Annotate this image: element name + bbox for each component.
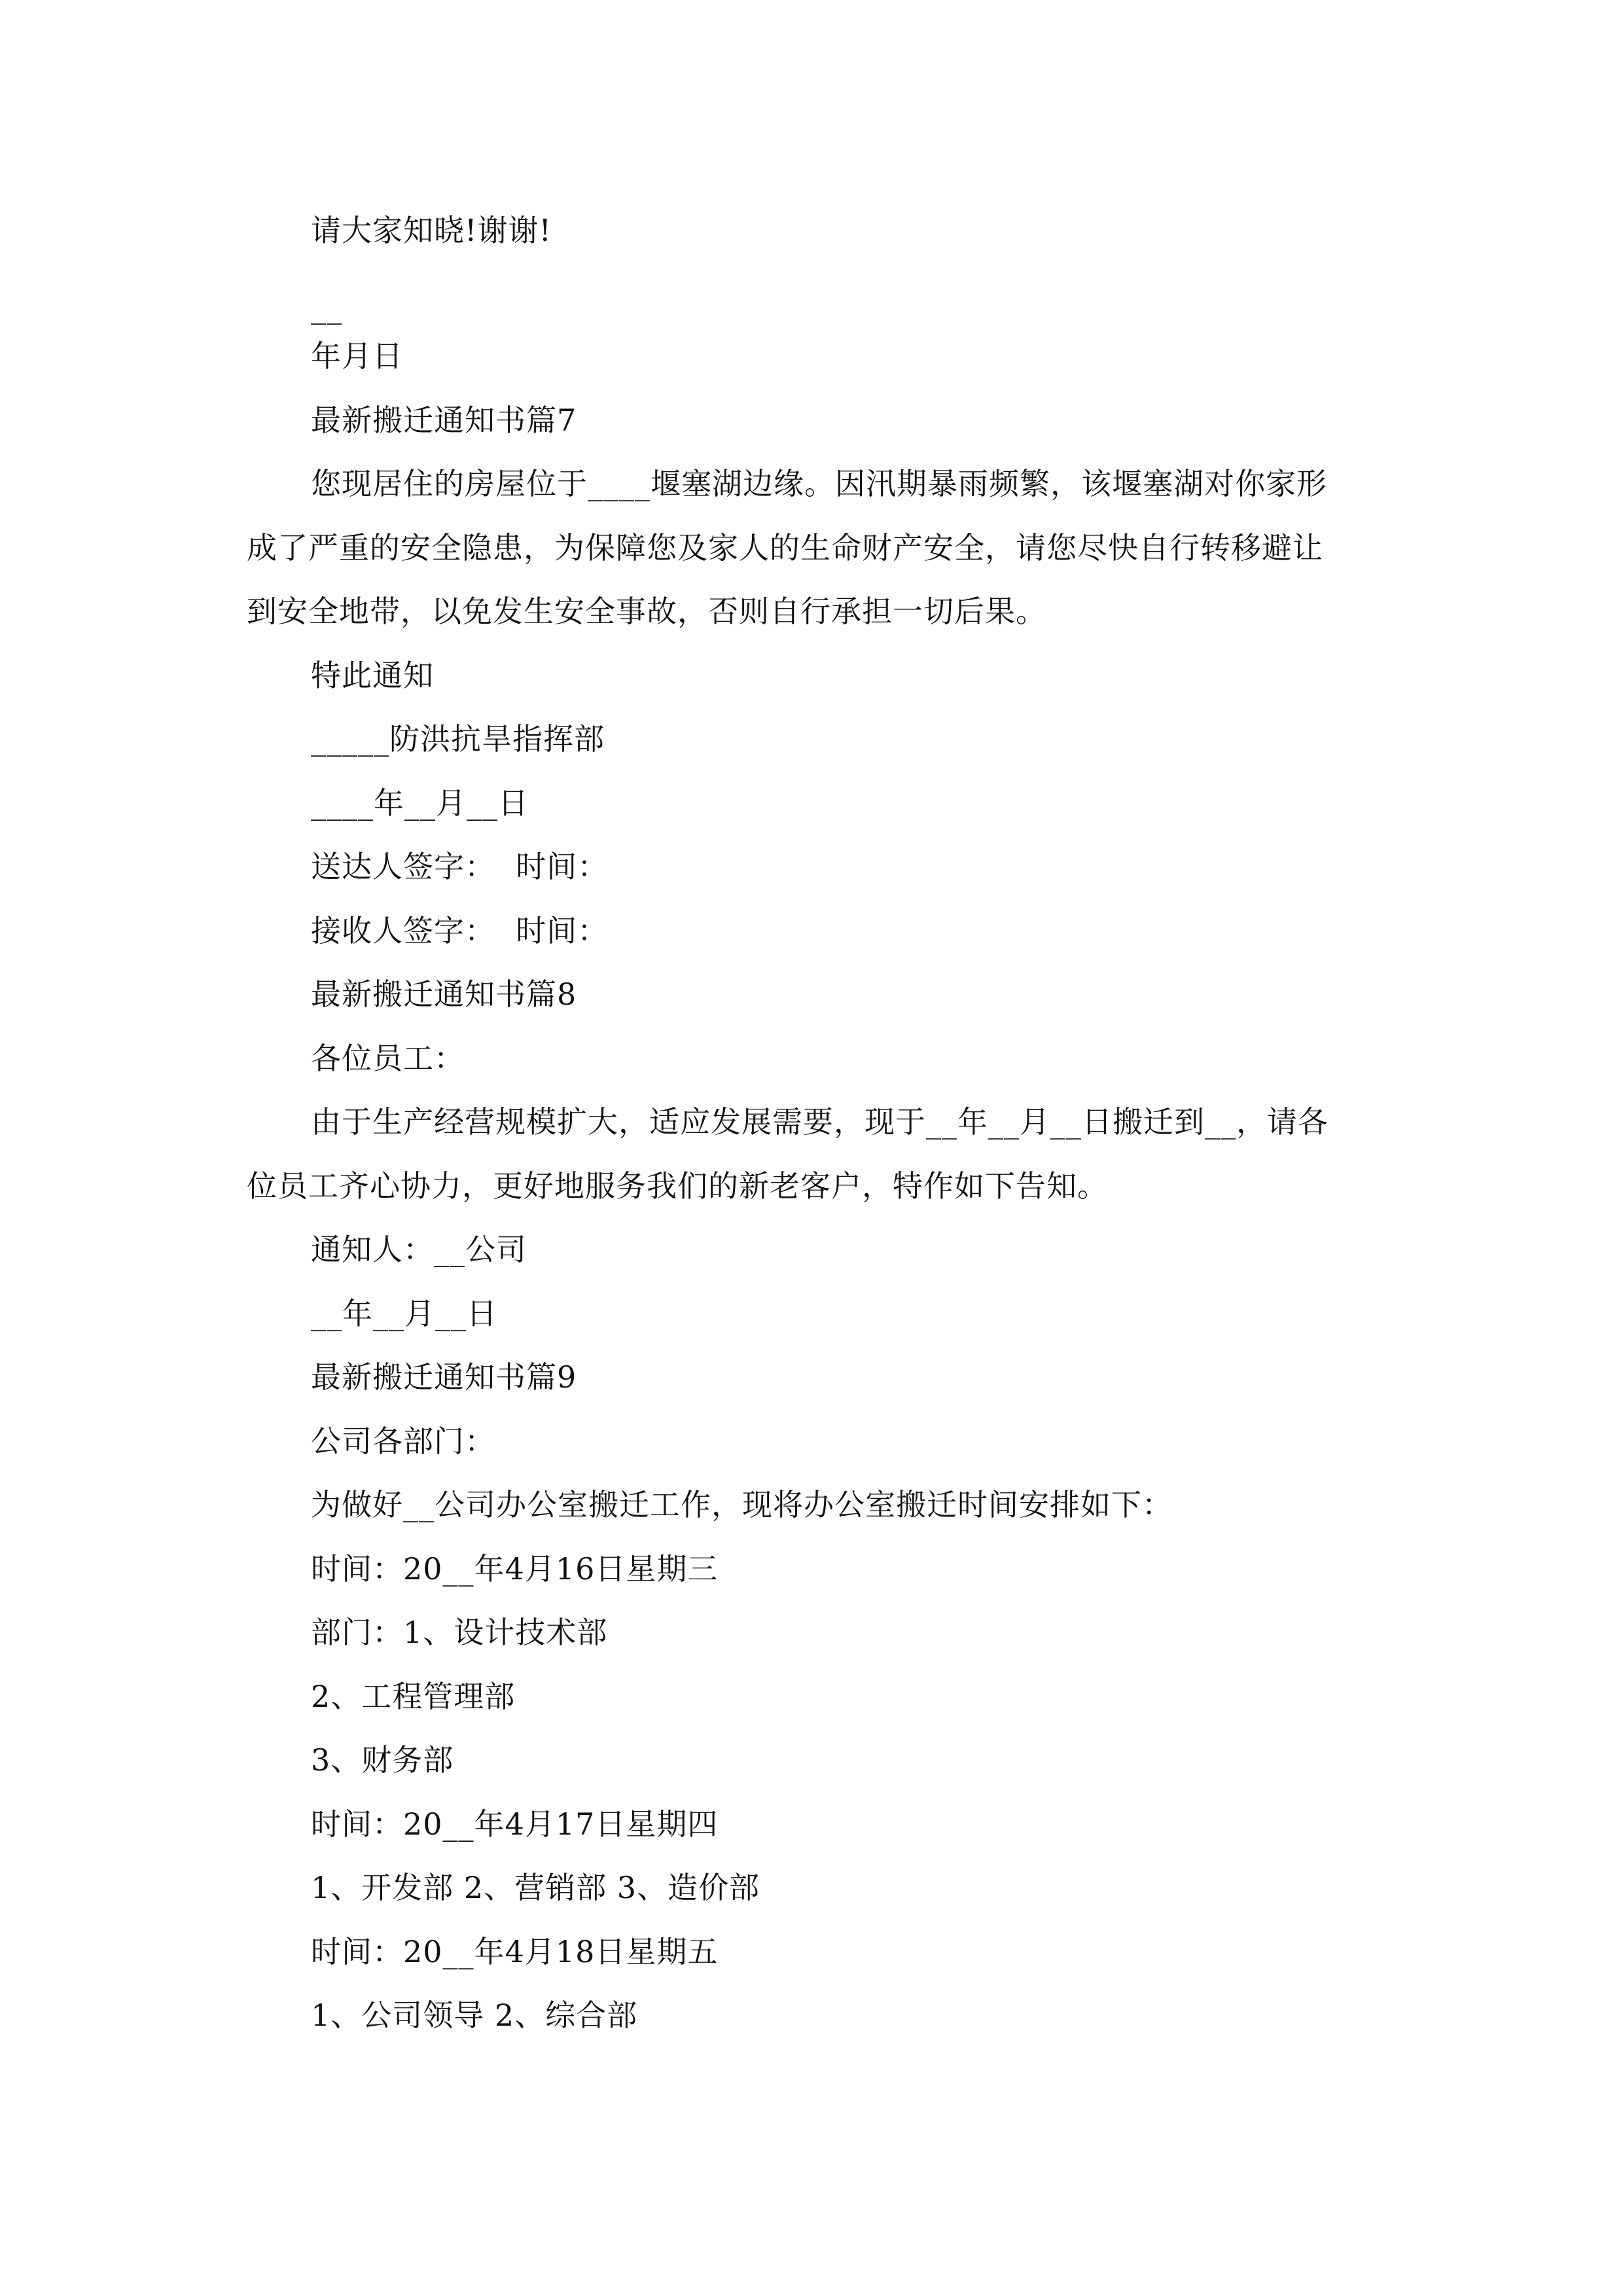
notifier-line: 通知人：__公司 xyxy=(311,1232,527,1267)
sender-signature-line: 送达人签字： 时间： xyxy=(311,849,609,884)
section-heading-9: 最新搬迁通知书篇9 xyxy=(311,1359,577,1395)
schedule-time-line: 时间：20__年4月16日星期三 xyxy=(311,1551,719,1587)
schedule-dept-line: 部门：1、设计技术部 xyxy=(311,1615,608,1650)
paragraph-line: 到安全地带，以免发生安全事故，否则自行承担一切后果。 xyxy=(247,594,1046,629)
paragraph-line: 位员工齐心协力，更好地服务我们的新老客户，特作如下告知。 xyxy=(247,1168,1108,1204)
schedule-time-line: 时间：20__年4月18日星期五 xyxy=(311,1934,719,1969)
notice-line: 特此通知 xyxy=(311,658,434,693)
date-line: 年月日 xyxy=(311,338,403,374)
schedule-dept-line: 1、开发部 2、营销部 3、造价部 xyxy=(311,1870,760,1905)
salutation-line: 公司各部门： xyxy=(311,1424,495,1459)
paragraph-line: 成了严重的安全隐患，为保障您及家人的生命财产安全，请您尽快自行转移避让 xyxy=(247,530,1323,565)
section-heading-7: 最新搬迁通知书篇7 xyxy=(311,403,577,438)
receiver-signature-line: 接收人签字： 时间： xyxy=(311,913,609,948)
schedule-dept-line: 2、工程管理部 xyxy=(311,1679,516,1714)
paragraph-line: 为做好__公司办公室搬迁工作，现将办公室搬迁时间安排如下： xyxy=(311,1487,1173,1522)
date-line: ____年__月__日 xyxy=(311,785,529,821)
paragraph-line: 您现居住的房屋位于____堰塞湖边缘。因汛期暴雨频繁，该堰塞湖对你家形 xyxy=(311,466,1327,501)
issuer-line: _____防洪抗旱指挥部 xyxy=(311,721,605,757)
closing-line: 请大家知晓!谢谢! xyxy=(311,213,552,248)
schedule-dept-line: 3、财务部 xyxy=(311,1742,454,1778)
signature-blank: __ xyxy=(311,289,342,325)
salutation-line: 各位员工： xyxy=(311,1041,465,1076)
schedule-time-line: 时间：20__年4月17日星期四 xyxy=(311,1806,719,1842)
paragraph-line: 由于生产经营规模扩大，适应发展需要，现于__年__月__日搬迁到__，请各 xyxy=(311,1104,1329,1139)
schedule-dept-line: 1、公司领导 2、综合部 xyxy=(311,1998,638,2033)
date-line: __年__月__日 xyxy=(311,1296,497,1331)
section-heading-8: 最新搬迁通知书篇8 xyxy=(311,977,577,1012)
